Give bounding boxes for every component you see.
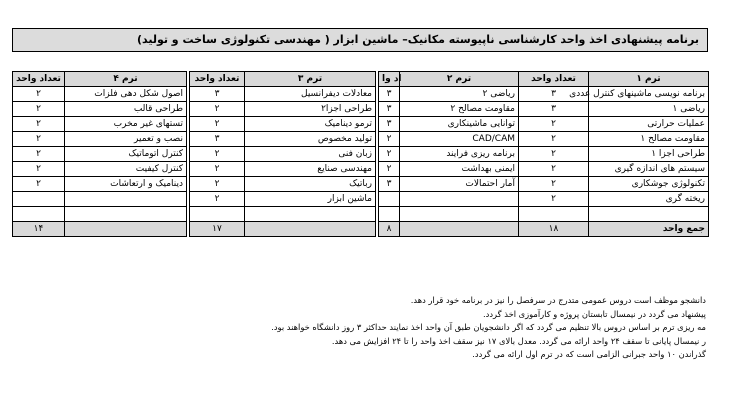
unit-header: اد وا [379,72,400,87]
course-units: ۲ [190,192,245,207]
term-header: ترم ۱ [589,72,709,87]
course-name: طراحی اجزا ۱ [589,147,709,162]
course-name: طراحی اجزا۲ [245,102,376,117]
course-units: ۳ [190,132,245,147]
term-header: ترم ۴ [65,72,187,87]
course-name: عملیات حرارتی [589,117,709,132]
table-row [13,162,709,177]
term-total: ۱۴ [13,222,65,237]
total-row [13,222,709,237]
course-name [400,207,519,222]
course-units: ۲ [519,192,589,207]
course-name: ریاضی ۱ [589,102,709,117]
table-row [13,147,709,162]
note-line: دانشجو موظف است دروس عمومی متدرج در سرفصل را نیز در برنامه خود قرار دهد. [410,295,706,305]
course-name: مقاومت مصالح ۱ [589,132,709,147]
table-row [13,207,709,222]
course-units: ۲ [519,162,589,177]
course-units [519,207,589,222]
note-line: پیشنهاد می گردد در نیمسال تابستان پروژه و کارآموزی اخذ گردد. [483,308,706,319]
course-units: ۳ [519,102,589,117]
course-name: رباتیک [245,177,376,192]
course-units: ۲ [13,132,65,147]
total-filler [400,222,519,237]
course-units: ۳ [379,87,400,102]
course-name: CAD/CAM [400,132,519,147]
course-name: کنترل کیفیت [65,162,187,177]
course-units: ۲ [519,132,589,147]
course-units: ۲ [190,102,245,117]
course-name: تولید مخصوص [245,132,376,147]
course-name: زبان فنی [245,147,376,162]
course-units [190,207,245,222]
course-name: دینامیک و ارتعاشات [65,177,187,192]
unit-header: تعداد واحد [13,72,65,87]
course-name [65,192,187,207]
course-name: ریاضی ۲ [400,87,519,102]
unit-header: تعداد واحد [519,72,589,87]
course-units: ۳ [379,102,400,117]
course-name: برنامه ریزی فرایند [400,147,519,162]
header-row [13,72,709,87]
course-name: توانایی ماشینکاری [400,117,519,132]
course-units: ۲ [13,177,65,192]
course-units: ۲ [190,162,245,177]
course-units: ۲ [190,177,245,192]
term-header: ترم ۲ [400,72,519,87]
notes-section [240,294,706,362]
course-name: اصول شکل دهی فلزات [65,87,187,102]
course-name [400,192,519,207]
course-name: برنامه نویسی ماشینهای کنترل عددی [589,87,709,102]
course-name: ماشین ابزار [245,192,376,207]
course-units [379,192,400,207]
table-row [13,132,709,147]
course-units: ۲ [13,87,65,102]
note-line: ر نیمسال پایانی تا سقف ۲۴ واحد ارائه می گردد. معدل بالای ۱۷ نیز سقف اخذ واحد را تا ۲۴ افزایش می دهد. [331,335,706,346]
course-units: ۲ [519,117,589,132]
term-total: ۸ [379,222,400,237]
course-units [379,207,400,222]
course-name: مقاومت مصالح ۲ [400,102,519,117]
unit-header: تعداد واحد [190,72,245,87]
course-name: معادلات دیفرانسیل [245,87,376,102]
course-name: طراحی قالب [65,102,187,117]
course-units: ۲ [519,177,589,192]
course-name: ترمو دینامیک [245,117,376,132]
course-units: ۲ [519,147,589,162]
course-units: ۲ [13,117,65,132]
course-units [13,207,65,222]
course-name: نصب و تعمیر [65,132,187,147]
course-units: ۲ [379,162,400,177]
course-name: ریخته گری [589,192,709,207]
course-name: تستهای غیر مخرب [65,117,187,132]
course-name: کنترل اتوماتیک [65,147,187,162]
course-units [13,192,65,207]
total-filler [65,222,187,237]
course-units: ۳ [379,177,400,192]
course-name [245,207,376,222]
note-line: گذراندن ۱۰ واحد جبرانی الزامی است که در ترم اول ارائه می گردد. [472,349,706,359]
table-row [13,192,709,207]
table-row [13,102,709,117]
total-label: جمع واحد [589,222,709,237]
course-name [65,207,187,222]
course-units: ۲ [190,117,245,132]
course-name: مهندسی صنایع [245,162,376,177]
course-units: ۲ [13,147,65,162]
term-total: ۱۷ [190,222,245,237]
course-units: ۲ [190,147,245,162]
course-units: ۲ [13,162,65,177]
course-name [589,207,709,222]
course-units: ۲ [13,102,65,117]
course-name: تکنولوژی جوشکاری [589,177,709,192]
total-filler [245,222,376,237]
table-row [13,87,709,102]
term-header: ترم ۳ [245,72,376,87]
course-plan-table [12,71,709,237]
note-line: مه ریزی ترم بر اساس دروس بالا تنظیم می گردد که اگر دانشجویان طبق آن واحد اخذ نمایند حداکثر ۳ روز دانشگاه خواهند بود. [271,322,706,332]
course-units: ۳ [190,87,245,102]
table-row [13,177,709,192]
course-name: آمار احتمالات [400,177,519,192]
term-total: ۱۸ [519,222,589,237]
course-units: ۳ [519,87,589,102]
course-units: ۳ [379,117,400,132]
table-row [13,117,709,132]
course-name: ایمنی بهداشت [400,162,519,177]
course-units: ۲ [379,132,400,147]
course-units: ۲ [379,147,400,162]
page-title: برنامه پیشنهادی اخذ واحد کارشناسی ناپیوسته مکانیک– ماشین ابزار ( مهندسی تکنولوژی ساخت و تولید) [12,28,708,52]
course-name: سیستم های اندازه گیری [589,162,709,177]
